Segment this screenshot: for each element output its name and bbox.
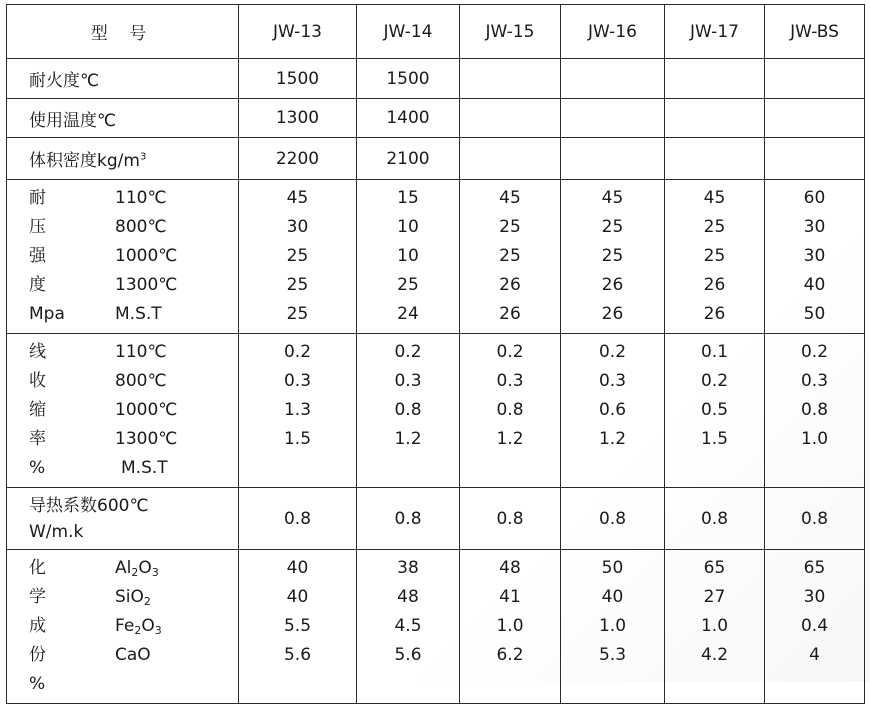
value-cell: 30 — [803, 246, 826, 266]
shrinkage-values-col — [357, 334, 460, 488]
value-cell: 60 — [803, 188, 826, 208]
value-cell: 0.3 — [800, 371, 829, 391]
strength-char: 强 — [29, 246, 46, 266]
value-cell — [561, 99, 665, 138]
value-cell: 25 — [499, 217, 521, 237]
conductivity-row — [7, 488, 865, 550]
value-cell: 15 — [397, 188, 419, 208]
value-cell: 1.5 — [700, 429, 729, 449]
value-cell: 1.0 — [800, 429, 829, 449]
value-cell: 2100 — [357, 138, 460, 180]
model-header: JW-17 — [665, 5, 765, 59]
value-cell — [561, 59, 665, 99]
value-cell: 26 — [703, 304, 726, 324]
shrinkage-temp: 1300℃ — [115, 429, 178, 449]
conductivity-label: 导热系数600℃ — [29, 495, 149, 516]
value-cell: 5.6 — [283, 645, 312, 665]
value-cell: 1300 — [239, 99, 357, 138]
bulk-density-label-sup: 3 — [139, 151, 147, 163]
compound-formula — [115, 583, 238, 612]
value-cell: 65 — [703, 558, 726, 578]
value-cell: 40 — [286, 558, 309, 578]
conductivity-unit: W/m.k — [29, 521, 84, 542]
value-cell: 26 — [499, 275, 521, 295]
value-cell: 6.2 — [496, 645, 524, 665]
value-cell — [460, 670, 560, 699]
value-cell: 0.8 — [496, 400, 524, 420]
value-cell: 65 — [803, 558, 826, 578]
refractoriness-row — [7, 59, 865, 99]
value-cell: 0.2 — [283, 342, 312, 362]
composition-values-col — [239, 550, 357, 704]
formula-sub: 3 — [154, 624, 162, 637]
formula-part: SiO — [115, 587, 144, 607]
value-cell — [561, 138, 665, 180]
shrinkage-char: 收 — [29, 371, 46, 391]
composition-row — [7, 550, 865, 704]
value-cell: 25 — [499, 246, 521, 266]
header-row — [7, 5, 865, 59]
value-cell: 2200 — [239, 138, 357, 180]
value-cell: 1.5 — [283, 429, 312, 449]
composition-values-col — [460, 550, 561, 704]
value-cell — [765, 99, 865, 138]
value-cell: 26 — [703, 275, 726, 295]
value-cell: 30 — [803, 587, 826, 607]
header-label-cell — [7, 5, 239, 59]
value-cell: 4.2 — [700, 645, 729, 665]
shrinkage-char: 线 — [29, 342, 46, 362]
value-cell — [460, 138, 561, 180]
value-cell — [765, 138, 865, 180]
value-cell: 27 — [703, 587, 726, 607]
value-cell: 25 — [601, 246, 624, 266]
value-cell: 40 — [803, 275, 826, 295]
value-cell: 25 — [286, 246, 309, 266]
value-cell: 38 — [397, 558, 419, 578]
value-cell: 0.8 — [357, 488, 460, 550]
composition-values-col — [765, 550, 865, 704]
shrinkage-char: 率 — [29, 429, 46, 449]
value-cell: 45 — [286, 188, 309, 208]
bulk-density-label-text: 体积密度kg/m — [29, 151, 140, 171]
value-cell: 1.0 — [598, 616, 627, 636]
value-cell — [665, 138, 765, 180]
value-cell: 0.2 — [800, 342, 829, 362]
value-cell — [665, 454, 764, 483]
value-cell — [765, 670, 864, 699]
value-cell: 1.3 — [283, 400, 312, 420]
value-cell: 26 — [601, 304, 624, 324]
strength-char: 度 — [29, 275, 46, 295]
strength-temp: M.S.T — [115, 304, 162, 324]
bulk-density-row — [7, 138, 865, 180]
value-cell: 0.2 — [598, 342, 627, 362]
value-cell: 0.2 — [700, 371, 729, 391]
compound-formula — [115, 641, 238, 670]
value-cell: 0.3 — [496, 371, 524, 391]
conductivity-label-cell — [7, 488, 239, 550]
service-temp-label: 使用温度℃ — [7, 99, 239, 138]
value-cell: 50 — [803, 304, 826, 324]
value-cell: 25 — [703, 246, 726, 266]
value-cell: 0.4 — [800, 616, 829, 636]
value-cell — [460, 454, 560, 483]
value-cell: 25 — [703, 217, 726, 237]
value-cell: 25 — [397, 275, 419, 295]
model-header: JW-14 — [357, 5, 460, 59]
strength-values-col — [460, 180, 561, 334]
formula-sub: 2 — [143, 595, 151, 608]
value-cell: 0.2 — [394, 342, 422, 362]
value-cell — [561, 670, 664, 699]
composition-char: % — [29, 674, 46, 694]
bulk-density-label — [7, 138, 239, 180]
formula-part: O — [138, 558, 152, 578]
value-cell: 25 — [601, 217, 624, 237]
compound-formula — [115, 612, 238, 641]
strength-char: Mpa — [29, 304, 65, 324]
value-cell: 1400 — [357, 99, 460, 138]
formula-part: Fe — [115, 616, 135, 636]
value-cell: 5.5 — [283, 616, 312, 636]
strength-char: 压 — [29, 217, 46, 237]
value-cell: 10 — [397, 246, 419, 266]
product-spec-table — [6, 4, 865, 704]
shrinkage-values-col — [765, 334, 865, 488]
shrinkage-label-cell — [7, 334, 239, 488]
value-cell: 45 — [499, 188, 521, 208]
service-temp-row — [7, 99, 865, 138]
strength-temp: 1000℃ — [115, 246, 178, 266]
shrinkage-values-col — [665, 334, 765, 488]
value-cell: 26 — [499, 304, 521, 324]
value-cell: 41 — [499, 587, 521, 607]
composition-char: 份 — [29, 645, 46, 665]
value-cell: 0.8 — [394, 400, 422, 420]
strength-values-col — [239, 180, 357, 334]
strength-temp: 110℃ — [115, 188, 167, 208]
model-header: JW-15 — [460, 5, 561, 59]
shrinkage-row — [7, 334, 865, 488]
value-cell: 4 — [809, 645, 820, 665]
value-cell: 4.5 — [394, 616, 422, 636]
value-cell — [239, 670, 356, 699]
value-cell: 0.6 — [598, 400, 627, 420]
shrinkage-values-col — [239, 334, 357, 488]
value-cell: 0.8 — [765, 488, 865, 550]
value-cell: 0.8 — [665, 488, 765, 550]
value-cell: 1.0 — [496, 616, 524, 636]
composition-char: 学 — [29, 587, 46, 607]
composition-values-col — [665, 550, 765, 704]
value-cell: 24 — [397, 304, 419, 324]
strength-temp: 1300℃ — [115, 275, 178, 295]
composition-char: 化 — [29, 558, 46, 578]
compound-formula — [115, 554, 238, 583]
value-cell: 48 — [499, 558, 521, 578]
model-header: JW-16 — [561, 5, 665, 59]
value-cell: 25 — [286, 275, 309, 295]
value-cell: 1.2 — [496, 429, 524, 449]
shrinkage-temp: 110℃ — [115, 342, 167, 362]
value-cell: 0.5 — [700, 400, 729, 420]
value-cell — [665, 99, 765, 138]
value-cell: 0.3 — [394, 371, 422, 391]
model-header: JW-BS — [765, 5, 865, 59]
value-cell: 45 — [703, 188, 726, 208]
value-cell — [239, 454, 356, 483]
value-cell: 5.6 — [394, 645, 422, 665]
value-cell: 10 — [397, 217, 419, 237]
model-header: JW-13 — [239, 5, 357, 59]
compound-formula — [115, 670, 238, 699]
strength-char: 耐 — [29, 188, 46, 208]
value-cell — [460, 59, 561, 99]
value-cell: 26 — [601, 275, 624, 295]
value-cell: 30 — [803, 217, 826, 237]
value-cell — [765, 454, 864, 483]
strength-row — [7, 180, 865, 334]
composition-char: 成 — [29, 616, 46, 636]
strength-temp: 800℃ — [115, 217, 167, 237]
value-cell: 40 — [601, 587, 624, 607]
composition-label-cell — [7, 550, 239, 704]
composition-values-col — [357, 550, 460, 704]
shrinkage-char: 缩 — [29, 400, 46, 420]
value-cell: 0.2 — [496, 342, 524, 362]
value-cell: 0.8 — [460, 488, 561, 550]
value-cell: 0.3 — [598, 371, 627, 391]
formula-sub: 2 — [131, 566, 139, 579]
strength-values-col — [665, 180, 765, 334]
formula-sub: 3 — [151, 566, 159, 579]
value-cell: 0.3 — [283, 371, 312, 391]
strength-label-cell — [7, 180, 239, 334]
value-cell: 1500 — [239, 59, 357, 99]
strength-values-col — [561, 180, 665, 334]
shrinkage-temp: 1000℃ — [115, 400, 178, 420]
value-cell: 40 — [286, 587, 309, 607]
value-cell — [460, 99, 561, 138]
value-cell: 0.1 — [700, 342, 729, 362]
value-cell: 48 — [397, 587, 419, 607]
header-label: 型 号 — [90, 24, 155, 44]
value-cell: 0.8 — [561, 488, 665, 550]
value-cell: 30 — [286, 217, 309, 237]
value-cell: 45 — [601, 188, 624, 208]
shrinkage-values-col — [460, 334, 561, 488]
value-cell: 0.8 — [800, 400, 829, 420]
value-cell: 1.0 — [700, 616, 729, 636]
value-cell: 0.8 — [239, 488, 357, 550]
value-cell — [665, 59, 765, 99]
value-cell — [765, 59, 865, 99]
value-cell: 25 — [286, 304, 309, 324]
value-cell — [357, 454, 459, 483]
shrinkage-temp: M.S.T — [121, 458, 168, 478]
shrinkage-temp: 800℃ — [115, 371, 167, 391]
shrinkage-char: % — [29, 458, 46, 478]
value-cell: 50 — [601, 558, 624, 578]
formula-sub: 2 — [134, 624, 142, 637]
value-cell: 5.3 — [598, 645, 627, 665]
shrinkage-values-col — [561, 334, 665, 488]
formula-part: CaO — [115, 645, 151, 665]
composition-values-col — [561, 550, 665, 704]
value-cell: 1500 — [357, 59, 460, 99]
refractoriness-label: 耐火度℃ — [7, 59, 239, 99]
strength-values-col — [765, 180, 865, 334]
value-cell — [357, 670, 459, 699]
value-cell — [665, 670, 764, 699]
value-cell: 1.2 — [394, 429, 422, 449]
formula-part: O — [141, 616, 155, 636]
value-cell: 1.2 — [598, 429, 627, 449]
strength-values-col — [357, 180, 460, 334]
value-cell — [561, 454, 664, 483]
formula-part: Al — [115, 558, 132, 578]
